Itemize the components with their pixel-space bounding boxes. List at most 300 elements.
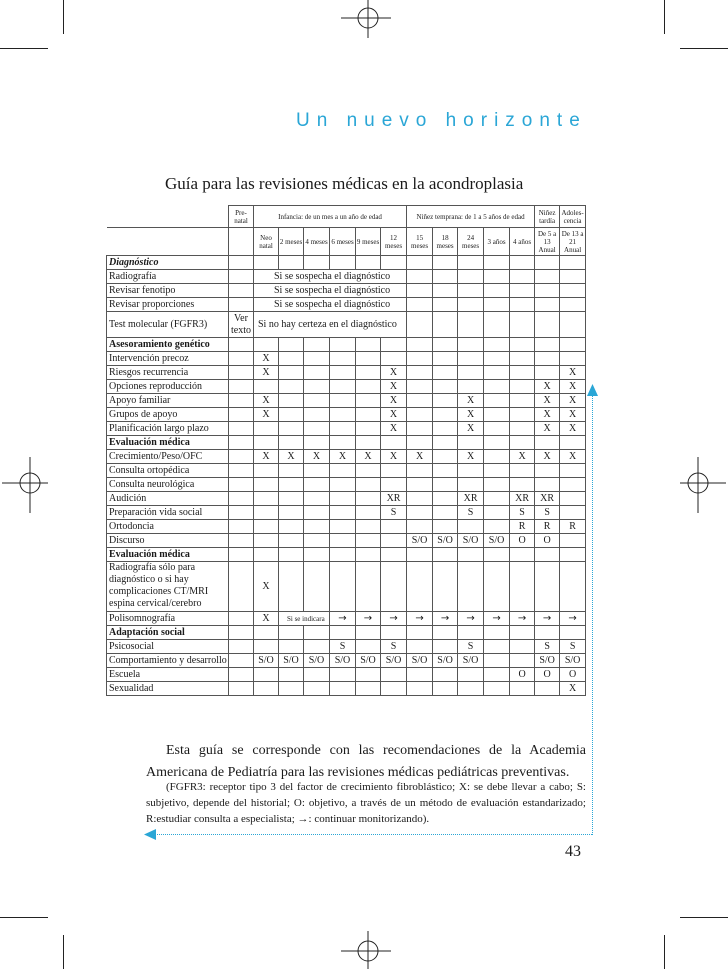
span-text: Si se sospecha el diagnóstico bbox=[254, 270, 407, 284]
cell bbox=[229, 478, 254, 492]
table-row bbox=[107, 668, 586, 682]
cell bbox=[535, 366, 560, 380]
row-label: Apoyo familiar bbox=[107, 394, 229, 408]
cell bbox=[484, 464, 510, 478]
cell: S/O bbox=[381, 654, 407, 668]
cell: S/O bbox=[254, 654, 279, 668]
age-header: 15 meses bbox=[407, 228, 433, 256]
cell bbox=[458, 464, 484, 478]
table-row bbox=[107, 506, 586, 520]
section-row bbox=[107, 436, 586, 450]
cell bbox=[433, 668, 458, 682]
header-ninez-temprana: Niñez temprana: de 1 a 5 años de edad bbox=[407, 206, 535, 228]
cell bbox=[304, 506, 330, 520]
cell bbox=[304, 492, 330, 506]
row-label: Comportamiento y desarrollo bbox=[107, 654, 229, 668]
cell bbox=[356, 422, 381, 436]
cell bbox=[560, 478, 586, 492]
cell: O bbox=[510, 534, 535, 548]
cell bbox=[535, 464, 560, 478]
cell bbox=[304, 478, 330, 492]
cell bbox=[484, 366, 510, 380]
cell: X bbox=[356, 450, 381, 464]
cell: S/O bbox=[279, 654, 304, 668]
cell bbox=[279, 506, 304, 520]
table-row bbox=[107, 394, 586, 408]
cell: S bbox=[535, 640, 560, 654]
cell bbox=[458, 352, 484, 366]
cell bbox=[510, 562, 535, 612]
cell bbox=[356, 506, 381, 520]
table-row bbox=[107, 492, 586, 506]
cell: XR bbox=[381, 492, 407, 506]
cell bbox=[356, 682, 381, 696]
row-label: Discurso bbox=[107, 534, 229, 548]
cell bbox=[484, 450, 510, 464]
cell bbox=[510, 640, 535, 654]
arrow-left-icon bbox=[144, 829, 156, 840]
cell bbox=[484, 640, 510, 654]
cell bbox=[304, 640, 330, 654]
cell: X bbox=[560, 394, 586, 408]
cell bbox=[279, 640, 304, 654]
cell bbox=[229, 492, 254, 506]
cell bbox=[433, 640, 458, 654]
cell bbox=[330, 562, 356, 612]
cell bbox=[330, 668, 356, 682]
cell bbox=[510, 654, 535, 668]
table-row bbox=[107, 352, 586, 366]
cell bbox=[458, 668, 484, 682]
cell bbox=[407, 464, 433, 478]
row-label: Audición bbox=[107, 492, 229, 506]
cell bbox=[458, 520, 484, 534]
arrow-up-icon bbox=[587, 384, 598, 396]
page-number: 43 bbox=[565, 843, 581, 860]
cell: X bbox=[254, 450, 279, 464]
cell bbox=[484, 506, 510, 520]
cell bbox=[510, 352, 535, 366]
cell bbox=[535, 562, 560, 612]
row-label: Crecimiento/Peso/OFC bbox=[107, 450, 229, 464]
cell: S/O bbox=[407, 654, 433, 668]
cell bbox=[356, 640, 381, 654]
cell bbox=[229, 422, 254, 436]
crop-mark bbox=[664, 935, 665, 969]
cell bbox=[433, 478, 458, 492]
cell bbox=[407, 562, 433, 612]
cell bbox=[330, 422, 356, 436]
cell: X bbox=[510, 450, 535, 464]
cell bbox=[381, 682, 407, 696]
cell bbox=[356, 408, 381, 422]
cell bbox=[304, 562, 330, 612]
arrow-icon: → bbox=[484, 612, 510, 626]
cell bbox=[407, 352, 433, 366]
cell bbox=[229, 380, 254, 394]
cell bbox=[330, 506, 356, 520]
cell bbox=[304, 668, 330, 682]
cell: S bbox=[510, 506, 535, 520]
age-header: 24 meses bbox=[458, 228, 484, 256]
cell bbox=[356, 380, 381, 394]
cell: S/O bbox=[458, 534, 484, 548]
cell: X bbox=[254, 408, 279, 422]
age-header: 2 meses bbox=[279, 228, 304, 256]
cell bbox=[229, 682, 254, 696]
cell bbox=[254, 640, 279, 654]
cell bbox=[560, 492, 586, 506]
cell bbox=[229, 534, 254, 548]
arrow-icon: → bbox=[433, 612, 458, 626]
cell bbox=[407, 408, 433, 422]
cell bbox=[484, 408, 510, 422]
cell bbox=[407, 422, 433, 436]
table-row bbox=[107, 270, 586, 284]
section-evaluacion: Evaluación médica bbox=[107, 548, 229, 562]
header-prenatal: Pre-natal bbox=[229, 206, 254, 228]
cell: S/O bbox=[356, 654, 381, 668]
cell bbox=[484, 520, 510, 534]
row-label: Revisar fenotipo bbox=[107, 284, 229, 298]
cell bbox=[458, 562, 484, 612]
arrow-icon: → bbox=[535, 612, 560, 626]
cell: S/O bbox=[433, 534, 458, 548]
crop-mark bbox=[664, 0, 665, 34]
cell bbox=[433, 682, 458, 696]
table-row bbox=[107, 520, 586, 534]
crop-mark bbox=[680, 917, 728, 918]
cell bbox=[433, 562, 458, 612]
cell: S/O bbox=[330, 654, 356, 668]
cell bbox=[407, 682, 433, 696]
span-text: Ver texto bbox=[229, 312, 254, 338]
cell bbox=[356, 366, 381, 380]
age-header: 6 meses bbox=[330, 228, 356, 256]
cell bbox=[381, 520, 407, 534]
age-header: De 13 a 21 Anual bbox=[560, 228, 586, 256]
age-header: 4 meses bbox=[304, 228, 330, 256]
row-label: Sexualidad bbox=[107, 682, 229, 696]
cell bbox=[407, 478, 433, 492]
cell bbox=[254, 492, 279, 506]
cell: S/O bbox=[304, 654, 330, 668]
cell bbox=[254, 478, 279, 492]
cell bbox=[356, 464, 381, 478]
cell bbox=[304, 352, 330, 366]
cell bbox=[279, 408, 304, 422]
dotted-connector bbox=[592, 392, 593, 835]
table-row bbox=[107, 450, 586, 464]
cell bbox=[330, 380, 356, 394]
cell bbox=[484, 654, 510, 668]
cell bbox=[330, 366, 356, 380]
row-label: Opciones reproducción bbox=[107, 380, 229, 394]
cell bbox=[356, 478, 381, 492]
cell bbox=[330, 534, 356, 548]
cell: X bbox=[560, 366, 586, 380]
row-label: Psicosocial bbox=[107, 640, 229, 654]
cell: R bbox=[560, 520, 586, 534]
table-row bbox=[107, 298, 586, 312]
checkup-table bbox=[106, 205, 586, 696]
cell bbox=[433, 520, 458, 534]
cell bbox=[433, 464, 458, 478]
paragraph-legend: (FGFR3: receptor tipo 3 del factor de crecimiento fibroblástico; X: se debe llevar a cabo; S: subjetivo, depende del historial; O: objetivo, a través de un método de evaluación estandarizado; R:estudiar consulta a especialista; →: continuar monitorizando). bbox=[146, 781, 586, 825]
cell bbox=[510, 682, 535, 696]
cell: X bbox=[279, 450, 304, 464]
cell bbox=[254, 380, 279, 394]
crop-mark bbox=[0, 48, 48, 49]
cell bbox=[229, 640, 254, 654]
cell: XR bbox=[535, 492, 560, 506]
cell bbox=[510, 478, 535, 492]
cell bbox=[229, 366, 254, 380]
cell bbox=[510, 380, 535, 394]
row-label: Consulta neurológica bbox=[107, 478, 229, 492]
cell bbox=[279, 366, 304, 380]
cell bbox=[484, 492, 510, 506]
table-row bbox=[107, 654, 586, 668]
age-header: Neo natal bbox=[254, 228, 279, 256]
crop-mark bbox=[63, 0, 64, 34]
table-row bbox=[107, 478, 586, 492]
age-header: 18 meses bbox=[433, 228, 458, 256]
header-infancia: Infancia: de un mes a un año de edad bbox=[254, 206, 407, 228]
dotted-connector bbox=[150, 834, 592, 835]
cell bbox=[381, 464, 407, 478]
header-ninez-tardia: Niñez tardía bbox=[535, 206, 560, 228]
cell bbox=[356, 668, 381, 682]
cell: X bbox=[458, 394, 484, 408]
arrow-icon: → bbox=[560, 612, 586, 626]
cell bbox=[407, 492, 433, 506]
cell bbox=[560, 352, 586, 366]
table-header-row bbox=[107, 206, 586, 228]
cell: S/O bbox=[433, 654, 458, 668]
row-label: Radiografía sólo para diagnóstico o si hay complicaciones CT/MRI espina cervical/cerebro bbox=[107, 562, 229, 612]
cell: O bbox=[560, 668, 586, 682]
cell bbox=[330, 682, 356, 696]
cell: X bbox=[535, 394, 560, 408]
arrow-icon: → bbox=[510, 612, 535, 626]
cell bbox=[560, 506, 586, 520]
registration-mark-icon bbox=[0, 455, 50, 515]
table-row bbox=[107, 534, 586, 548]
cell bbox=[330, 352, 356, 366]
cell bbox=[254, 422, 279, 436]
cell: X bbox=[381, 394, 407, 408]
cell bbox=[535, 682, 560, 696]
cell bbox=[229, 520, 254, 534]
cell: S/O bbox=[560, 654, 586, 668]
section-row bbox=[107, 626, 586, 640]
cell bbox=[330, 408, 356, 422]
cell bbox=[279, 380, 304, 394]
cell: X bbox=[560, 408, 586, 422]
age-header: 4 años bbox=[510, 228, 535, 256]
cell bbox=[535, 478, 560, 492]
cell bbox=[330, 520, 356, 534]
cell: X bbox=[458, 408, 484, 422]
arrow-icon: → bbox=[458, 612, 484, 626]
row-label: Planificación largo plazo bbox=[107, 422, 229, 436]
cell bbox=[356, 562, 381, 612]
registration-mark-icon bbox=[678, 455, 728, 515]
cell: S/O bbox=[407, 534, 433, 548]
cell bbox=[381, 668, 407, 682]
cell: X bbox=[254, 562, 279, 612]
cell: X bbox=[381, 450, 407, 464]
span-text: Si se indicara bbox=[279, 612, 330, 626]
crop-mark bbox=[63, 935, 64, 969]
cell bbox=[433, 352, 458, 366]
cell bbox=[229, 506, 254, 520]
span-text: Si no hay certeza en el diagnóstico bbox=[254, 312, 407, 338]
cell: S bbox=[330, 640, 356, 654]
table-row bbox=[107, 284, 586, 298]
cell bbox=[279, 668, 304, 682]
arrow-icon: → bbox=[356, 612, 381, 626]
cell bbox=[407, 506, 433, 520]
cell bbox=[229, 668, 254, 682]
cell bbox=[304, 682, 330, 696]
section-row bbox=[107, 256, 586, 270]
cell bbox=[229, 408, 254, 422]
cell bbox=[279, 478, 304, 492]
table-row bbox=[107, 612, 586, 626]
cell: S bbox=[560, 640, 586, 654]
row-label: Intervención precoz bbox=[107, 352, 229, 366]
cell bbox=[560, 562, 586, 612]
cell bbox=[510, 408, 535, 422]
cell bbox=[560, 534, 586, 548]
cell bbox=[484, 682, 510, 696]
cell bbox=[229, 464, 254, 478]
cell: S bbox=[535, 506, 560, 520]
table-row bbox=[107, 464, 586, 478]
cell bbox=[407, 640, 433, 654]
cell bbox=[330, 492, 356, 506]
cell bbox=[535, 352, 560, 366]
cell bbox=[304, 422, 330, 436]
cell: R bbox=[510, 520, 535, 534]
cell bbox=[254, 464, 279, 478]
cell bbox=[458, 380, 484, 394]
row-label: Grupos de apoyo bbox=[107, 408, 229, 422]
paragraph-intro: Esta guía se corresponde con las recomendaciones de la Academia Americana de Pediatría para las revisiones médicas pediátricas preventivas. bbox=[146, 743, 586, 780]
cell: X bbox=[254, 394, 279, 408]
cell bbox=[254, 520, 279, 534]
cell bbox=[458, 366, 484, 380]
cell bbox=[254, 668, 279, 682]
cell bbox=[254, 682, 279, 696]
age-header: 9 meses bbox=[356, 228, 381, 256]
row-label: Radiografía bbox=[107, 270, 229, 284]
table-header-age-row bbox=[107, 228, 586, 256]
arrow-icon: → bbox=[407, 612, 433, 626]
cell bbox=[381, 352, 407, 366]
cell bbox=[560, 464, 586, 478]
cell bbox=[484, 352, 510, 366]
cell bbox=[356, 534, 381, 548]
cell bbox=[433, 408, 458, 422]
cell bbox=[229, 352, 254, 366]
cell bbox=[356, 520, 381, 534]
cell: S/O bbox=[535, 654, 560, 668]
cell bbox=[433, 506, 458, 520]
cell bbox=[229, 562, 254, 612]
cell bbox=[458, 478, 484, 492]
cell bbox=[484, 422, 510, 436]
cell: X bbox=[535, 450, 560, 464]
cell bbox=[304, 366, 330, 380]
table-row bbox=[107, 562, 586, 612]
row-label: Polisomnografía bbox=[107, 612, 229, 626]
cell: X bbox=[458, 422, 484, 436]
cell: X bbox=[381, 380, 407, 394]
cell: X bbox=[254, 366, 279, 380]
cell bbox=[279, 352, 304, 366]
cell bbox=[279, 394, 304, 408]
table-row bbox=[107, 640, 586, 654]
age-header: 3 años bbox=[484, 228, 510, 256]
section-diagnostico: Diagnóstico bbox=[107, 256, 229, 270]
cell: S bbox=[458, 506, 484, 520]
cell: S bbox=[381, 640, 407, 654]
cell: XR bbox=[510, 492, 535, 506]
cell bbox=[279, 422, 304, 436]
cell bbox=[407, 380, 433, 394]
cell: X bbox=[254, 612, 279, 626]
cell bbox=[433, 380, 458, 394]
cell bbox=[279, 464, 304, 478]
cell: X bbox=[560, 422, 586, 436]
cell bbox=[304, 520, 330, 534]
cell: XR bbox=[458, 492, 484, 506]
row-label: Revisar proporciones bbox=[107, 298, 229, 312]
cell: X bbox=[381, 422, 407, 436]
arrow-icon: → bbox=[330, 612, 356, 626]
section-row bbox=[107, 548, 586, 562]
table-row bbox=[107, 422, 586, 436]
section-asesoramiento: Asesoramiento genético bbox=[107, 338, 229, 352]
section-evaluacion: Evaluación médica bbox=[107, 436, 229, 450]
age-header: 12 meses bbox=[381, 228, 407, 256]
table-row bbox=[107, 380, 586, 394]
cell: X bbox=[381, 408, 407, 422]
cell: X bbox=[254, 352, 279, 366]
cell bbox=[433, 450, 458, 464]
row-label: Test molecular (FGFR3) bbox=[107, 312, 229, 338]
cell bbox=[229, 450, 254, 464]
cell bbox=[279, 562, 304, 612]
cell: X bbox=[535, 380, 560, 394]
row-label: Consulta ortopédica bbox=[107, 464, 229, 478]
section-row bbox=[107, 338, 586, 352]
cell: R bbox=[535, 520, 560, 534]
cell: X bbox=[304, 450, 330, 464]
cell bbox=[330, 394, 356, 408]
cell bbox=[433, 492, 458, 506]
cell bbox=[407, 668, 433, 682]
cell bbox=[279, 682, 304, 696]
cell bbox=[304, 464, 330, 478]
cell bbox=[330, 478, 356, 492]
cell bbox=[279, 534, 304, 548]
cell bbox=[356, 352, 381, 366]
cell: O bbox=[535, 668, 560, 682]
